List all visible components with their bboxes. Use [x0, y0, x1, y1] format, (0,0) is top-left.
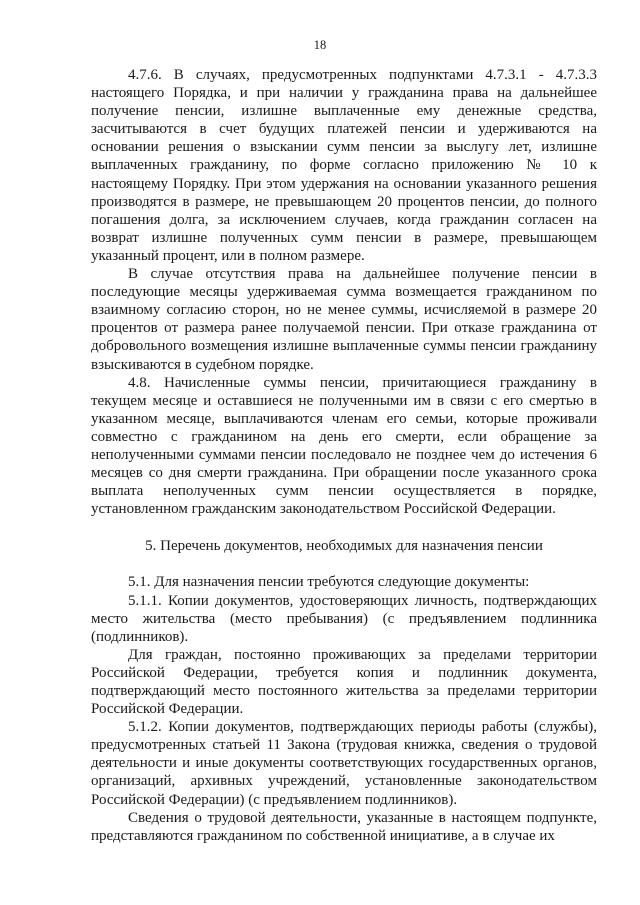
- paragraph-work-records: Сведения о трудовой деятельности, указанные в настоящем подпункте, представляются гражданином по собственной инициативе, а в случае их: [91, 809, 597, 844]
- document-body: [91, 66, 597, 845]
- spacer: [91, 518, 597, 537]
- paragraph-no-right-to-pension: В случае отсутствия права на дальнейшее получение пенсии в последующие месяцы удерживаемая сумма возмещается гражданином по взаимному согласию сторон, но не менее суммы, исчисляемой в размере 20 процентов от размера ранее получаемой пенсии. При отказе гражданина от добровольного возмещения излишне выплаченные суммы пенсии гражданину взыскиваются в судебном порядке.: [91, 266, 597, 373]
- section-heading: 5. Перечень документов, необходимых для назначения пенсии: [145, 538, 543, 555]
- page-number: 18: [313, 38, 327, 52]
- paragraph-4-8: 4.8. Начисленные суммы пенсии, причитающиеся гражданину в текущем месяце и оставшиеся не полученными им в связи с его смертью в указанном месяце, выплачиваются членам его семьи, которые проживали совместно с гражданином на день его смерти, если обращение за неполученными суммами пенсии последовало не позднее чем до истечения 6 месяцев со дня смерти гражданина. При обращении после указанного срока выплата неполученных сумм пенсии осуществляется в порядке, установленном гражданским законодательством Российской Федерации.: [91, 374, 597, 518]
- paragraph-foreign-residents: Для граждан, постоянно проживающих за пределами территории Российской Федерации, требуется копия и подлинник документа, подтверждающий место постоянного жительства за пределами территории Российской Федерации.: [91, 646, 597, 718]
- paragraph-5-1: 5.1. Для назначения пенсии требуются следующие документы:: [128, 574, 530, 591]
- paragraph-5-1-2: 5.1.2. Копии документов, подтверждающих периоды работы (службы), предусмотренных статьей 11 Закона (трудовая книжка, сведения о трудовой деятельности и иные документы соответствующих государственных органов, организаций, архивных учреждений, установленные законодательством Российской Федерации) (с предъявлением подлинников).: [91, 719, 597, 808]
- paragraph-4-7-6: 4.7.6. В случаях, предусмотренных подпунктами 4.7.3.1 - 4.7.3.3 настоящего Порядка, и при наличии у гражданина права на дальнейшее получение пенсии, излишне выплаченные ему денежные средства, засчитываются в счет будущих платежей пенсии и удерживаются на основании решения о взыскании сумм пенсии за выслугу лет, излишне выплаченных гражданину, по форме согласно приложению № 10 к настоящему Порядку. При этом удержания на основании указанного решения производятся в размере, не превышающем 20 процентов пенсии, до полного погашения долга, за исключением случаев, когда гражданин согласен на возврат излишне полученных сумм пенсии в размере, превышающем указанный процент, или в полном размере.: [91, 67, 597, 264]
- paragraph-5-1-1: 5.1.1. Копии документов, удостоверяющих личность, подтверждающих место жительства (место пребывания) (с предъявлением подлинника (подлинников).: [91, 592, 597, 645]
- spacer: [91, 555, 597, 573]
